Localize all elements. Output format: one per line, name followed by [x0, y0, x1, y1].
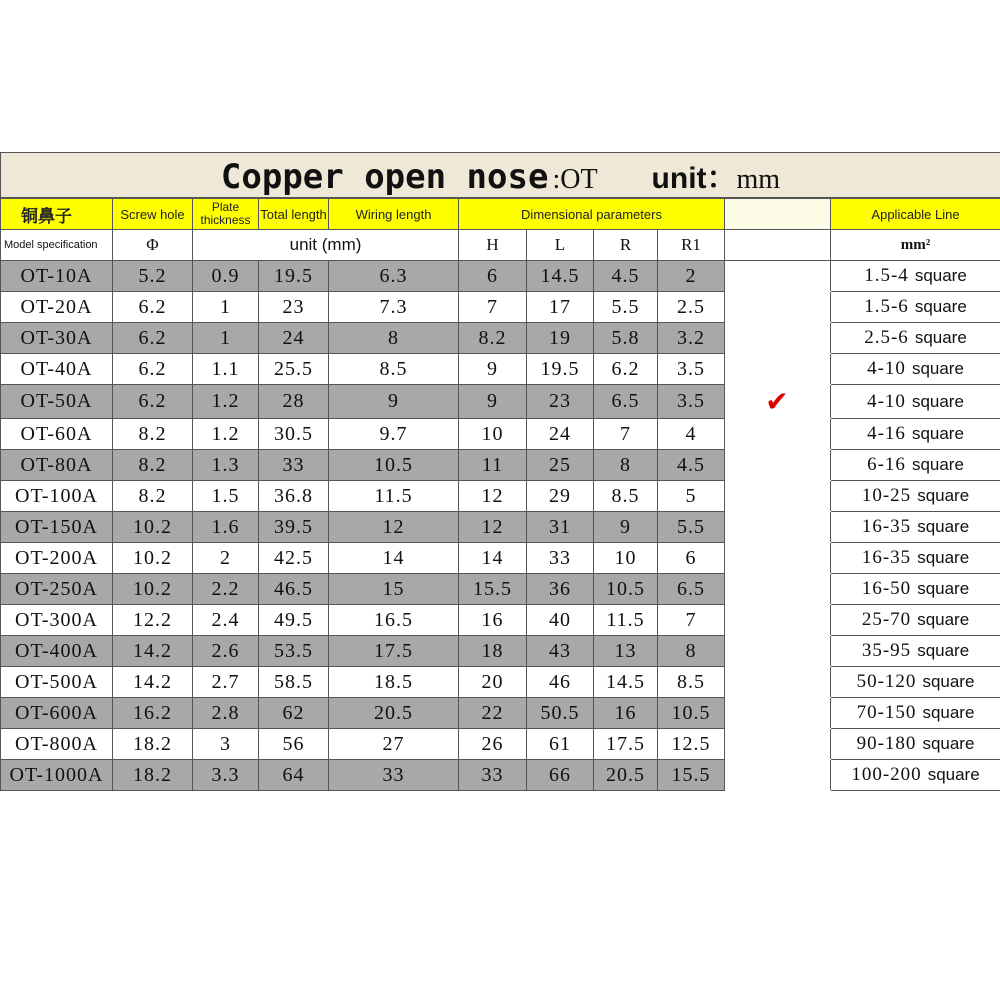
header-blank	[725, 198, 831, 230]
subheader-row	[1, 230, 1000, 261]
applicable-unit: square	[927, 765, 980, 784]
cell-wiring: 8.5	[329, 354, 459, 385]
cell-model: OT-1000A	[1, 760, 113, 791]
cell-mark	[725, 636, 831, 667]
cell-applicable-line	[831, 543, 1000, 574]
cell-r: 5.5	[594, 292, 658, 323]
cell-total: 49.5	[259, 605, 329, 636]
cell-hole: 6.2	[113, 354, 193, 385]
applicable-unit: square	[917, 548, 970, 567]
cell-hole: 8.2	[113, 419, 193, 450]
cell-plate: 2.7	[193, 667, 259, 698]
applicable-range: 2.5-6	[864, 327, 909, 348]
subheader-phi: Φ	[113, 230, 193, 261]
subheader-l: L	[527, 230, 594, 261]
cell-model: OT-150A	[1, 512, 113, 543]
cell-model: OT-80A	[1, 450, 113, 481]
table-row	[1, 450, 1000, 481]
cell-applicable-line	[831, 667, 1000, 698]
applicable-range: 10-25	[861, 485, 912, 506]
cell-total: 24	[259, 323, 329, 354]
table-row	[1, 323, 1000, 354]
cell-l: 40	[527, 605, 594, 636]
cell-hole: 8.2	[113, 481, 193, 512]
cell-h: 6	[459, 261, 527, 292]
header-screw-hole: Screw hole	[113, 198, 193, 230]
header-row	[1, 198, 1000, 230]
subheader-r1: R1	[658, 230, 725, 261]
cell-l: 50.5	[527, 698, 594, 729]
header-plate-thickness	[193, 198, 259, 230]
cell-applicable-line	[831, 481, 1000, 512]
cell-plate: 1.2	[193, 385, 259, 419]
applicable-unit: square	[914, 328, 967, 347]
cell-l: 19.5	[527, 354, 594, 385]
cell-mark	[725, 729, 831, 760]
applicable-unit: square	[917, 641, 970, 660]
cell-hole: 14.2	[113, 636, 193, 667]
cell-model: OT-500A	[1, 667, 113, 698]
cell-plate: 2.2	[193, 574, 259, 605]
cell-r: 8.5	[594, 481, 658, 512]
cell-model: OT-30A	[1, 323, 113, 354]
cell-l: 19	[527, 323, 594, 354]
cell-applicable-line	[831, 385, 1000, 419]
cell-h: 7	[459, 292, 527, 323]
cell-wiring: 14	[329, 543, 459, 574]
cell-r1: 2	[658, 261, 725, 292]
cell-l: 36	[527, 574, 594, 605]
applicable-range: 70-150	[856, 702, 917, 723]
cell-r: 14.5	[594, 667, 658, 698]
cell-l: 23	[527, 385, 594, 419]
applicable-range: 4-10	[867, 390, 906, 412]
cell-mark	[725, 760, 831, 791]
cell-applicable-line	[831, 729, 1000, 760]
cell-total: 28	[259, 385, 329, 419]
cell-applicable-line	[831, 354, 1000, 385]
table-title	[1, 153, 1000, 199]
cell-l: 25	[527, 450, 594, 481]
cell-wiring: 20.5	[329, 698, 459, 729]
applicable-unit: square	[914, 297, 967, 316]
cell-total: 62	[259, 698, 329, 729]
cell-hole: 14.2	[113, 667, 193, 698]
cell-l: 14.5	[527, 261, 594, 292]
cell-mark	[725, 698, 831, 729]
cell-r1: 2.5	[658, 292, 725, 323]
spec-table-sheet	[0, 152, 1000, 791]
cell-r: 6.5	[594, 385, 658, 419]
cell-wiring: 8	[329, 323, 459, 354]
cell-total: 25.5	[259, 354, 329, 385]
cell-applicable-line	[831, 636, 1000, 667]
cell-r1: 8.5	[658, 667, 725, 698]
cell-total: 64	[259, 760, 329, 791]
cell-applicable-line	[831, 605, 1000, 636]
cell-wiring: 9	[329, 385, 459, 419]
title-code: OT	[560, 164, 598, 195]
cell-model: OT-50A	[1, 385, 113, 419]
cell-total: 42.5	[259, 543, 329, 574]
cell-mark	[725, 481, 831, 512]
cell-h: 9	[459, 385, 527, 419]
cell-plate: 1.6	[193, 512, 259, 543]
cell-mark	[725, 323, 831, 354]
cell-total: 33	[259, 450, 329, 481]
cell-model: OT-100A	[1, 481, 113, 512]
cell-h: 11	[459, 450, 527, 481]
cell-plate: 3	[193, 729, 259, 760]
table-row	[1, 543, 1000, 574]
cell-r: 13	[594, 636, 658, 667]
applicable-range: 1.5-4	[864, 265, 909, 286]
cell-total: 36.8	[259, 481, 329, 512]
cell-wiring: 7.3	[329, 292, 459, 323]
cell-hole: 10.2	[113, 543, 193, 574]
subheader-h: H	[459, 230, 527, 261]
cell-plate: 1.3	[193, 450, 259, 481]
cell-total: 23	[259, 292, 329, 323]
cell-wiring: 16.5	[329, 605, 459, 636]
cell-total: 53.5	[259, 636, 329, 667]
cell-r: 4.5	[594, 261, 658, 292]
cell-h: 20	[459, 667, 527, 698]
cell-applicable-line	[831, 261, 1000, 292]
subheader-model: Model specification	[1, 230, 113, 261]
cell-applicable-line	[831, 512, 1000, 543]
applicable-unit: square	[911, 359, 964, 378]
applicable-range: 1.5-6	[864, 296, 909, 317]
cell-h: 26	[459, 729, 527, 760]
table-row	[1, 481, 1000, 512]
table-row	[1, 698, 1000, 729]
cell-plate: 1	[193, 292, 259, 323]
applicable-unit: square	[922, 703, 975, 722]
table-row	[1, 729, 1000, 760]
cell-l: 43	[527, 636, 594, 667]
applicable-unit: square	[911, 391, 964, 411]
cell-l: 29	[527, 481, 594, 512]
subheader-unit: unit (mm)	[193, 230, 459, 261]
cell-model: OT-250A	[1, 574, 113, 605]
applicable-range: 4-10	[867, 358, 906, 379]
cell-r: 10	[594, 543, 658, 574]
applicable-range: 100-200	[851, 764, 922, 785]
cell-l: 33	[527, 543, 594, 574]
cell-model: OT-800A	[1, 729, 113, 760]
cell-h: 16	[459, 605, 527, 636]
cell-r1: 8	[658, 636, 725, 667]
applicable-unit: square	[917, 517, 970, 536]
title-main: Copper open nose	[220, 157, 549, 197]
cell-plate: 1.1	[193, 354, 259, 385]
cell-h: 8.2	[459, 323, 527, 354]
cell-applicable-line	[831, 760, 1000, 791]
applicable-unit: square	[914, 266, 967, 285]
cell-wiring: 15	[329, 574, 459, 605]
cell-hole: 12.2	[113, 605, 193, 636]
applicable-range: 4-16	[867, 423, 906, 444]
header-plate-line2: thickness	[200, 213, 251, 227]
cell-h: 33	[459, 760, 527, 791]
applicable-range: 16-35	[861, 547, 912, 568]
cell-r1: 3.5	[658, 385, 725, 419]
table-row	[1, 512, 1000, 543]
cell-r: 16	[594, 698, 658, 729]
cell-hole: 18.2	[113, 760, 193, 791]
applicable-range: 35-95	[861, 640, 912, 661]
cell-r: 10.5	[594, 574, 658, 605]
cell-total: 58.5	[259, 667, 329, 698]
cell-applicable-line	[831, 323, 1000, 354]
cell-h: 12	[459, 512, 527, 543]
table-row	[1, 605, 1000, 636]
cell-wiring: 12	[329, 512, 459, 543]
cell-h: 15.5	[459, 574, 527, 605]
cell-plate: 0.9	[193, 261, 259, 292]
cell-hole: 6.2	[113, 385, 193, 419]
cell-mark	[725, 667, 831, 698]
cell-applicable-line	[831, 419, 1000, 450]
cell-mark	[725, 261, 831, 292]
cell-hole: 16.2	[113, 698, 193, 729]
cell-model: OT-300A	[1, 605, 113, 636]
cell-l: 46	[527, 667, 594, 698]
table-body	[1, 261, 1000, 791]
cell-h: 9	[459, 354, 527, 385]
applicable-unit: square	[911, 424, 964, 443]
cell-plate: 3.3	[193, 760, 259, 791]
cell-model: OT-600A	[1, 698, 113, 729]
cell-h: 22	[459, 698, 527, 729]
cell-plate: 2.6	[193, 636, 259, 667]
cell-r: 17.5	[594, 729, 658, 760]
title-separator: :	[552, 164, 561, 195]
cell-wiring: 10.5	[329, 450, 459, 481]
cell-l: 24	[527, 419, 594, 450]
table-row	[1, 667, 1000, 698]
cell-applicable-line	[831, 574, 1000, 605]
subheader-mm2: mm²	[831, 230, 1000, 261]
cell-r1: 15.5	[658, 760, 725, 791]
cell-hole: 10.2	[113, 574, 193, 605]
cell-plate: 1	[193, 323, 259, 354]
cell-mark	[725, 354, 831, 385]
table-row	[1, 261, 1000, 292]
applicable-range: 50-120	[856, 671, 917, 692]
header-dimensional: Dimensional parameters	[459, 198, 725, 230]
cell-wiring: 9.7	[329, 419, 459, 450]
spec-table	[0, 152, 1000, 791]
header-wiring-length: Wiring length	[329, 198, 459, 230]
cell-l: 31	[527, 512, 594, 543]
cell-total: 30.5	[259, 419, 329, 450]
applicable-range: 16-35	[861, 516, 912, 537]
cell-h: 12	[459, 481, 527, 512]
cell-hole: 8.2	[113, 450, 193, 481]
table-row	[1, 385, 1000, 419]
cell-l: 17	[527, 292, 594, 323]
cell-model: OT-200A	[1, 543, 113, 574]
cell-h: 14	[459, 543, 527, 574]
cell-plate: 2	[193, 543, 259, 574]
cell-mark	[725, 292, 831, 323]
cell-mark	[725, 605, 831, 636]
cell-wiring: 27	[329, 729, 459, 760]
cell-r1: 5.5	[658, 512, 725, 543]
cell-r1: 5	[658, 481, 725, 512]
applicable-unit: square	[911, 455, 964, 474]
cell-hole: 10.2	[113, 512, 193, 543]
cell-hole: 18.2	[113, 729, 193, 760]
cell-h: 10	[459, 419, 527, 450]
cell-model: OT-400A	[1, 636, 113, 667]
cell-total: 39.5	[259, 512, 329, 543]
applicable-range: 90-180	[856, 733, 917, 754]
cell-mark	[725, 512, 831, 543]
applicable-range: 16-50	[861, 578, 912, 599]
cell-r1: 6	[658, 543, 725, 574]
cell-r: 6.2	[594, 354, 658, 385]
applicable-unit: square	[917, 610, 970, 629]
cell-r: 7	[594, 419, 658, 450]
applicable-unit: square	[922, 734, 975, 753]
cell-applicable-line	[831, 698, 1000, 729]
subheader-blank	[725, 230, 831, 261]
cell-r1: 3.5	[658, 354, 725, 385]
cell-wiring: 17.5	[329, 636, 459, 667]
check-icon: ✔	[765, 385, 790, 418]
cell-plate: 2.8	[193, 698, 259, 729]
cell-mark	[725, 419, 831, 450]
title-unit-value: mm	[736, 164, 781, 195]
cell-r1: 4	[658, 419, 725, 450]
table-row	[1, 760, 1000, 791]
cell-r1: 6.5	[658, 574, 725, 605]
cell-h: 18	[459, 636, 527, 667]
cell-wiring: 6.3	[329, 261, 459, 292]
cell-l: 66	[527, 760, 594, 791]
subheader-r: R	[594, 230, 658, 261]
applicable-range: 25-70	[861, 609, 912, 630]
header-total-length: Total length	[259, 198, 329, 230]
cell-model: OT-20A	[1, 292, 113, 323]
cell-plate: 2.4	[193, 605, 259, 636]
cell-r: 8	[594, 450, 658, 481]
cell-r1: 7	[658, 605, 725, 636]
cell-mark	[725, 574, 831, 605]
cell-plate: 1.2	[193, 419, 259, 450]
cell-r1: 4.5	[658, 450, 725, 481]
cell-model: OT-10A	[1, 261, 113, 292]
header-plate-line1: Plate	[211, 200, 240, 214]
cell-wiring: 11.5	[329, 481, 459, 512]
cell-r1: 12.5	[658, 729, 725, 760]
cell-mark	[725, 385, 831, 419]
applicable-range: 6-16	[867, 454, 906, 475]
cell-r: 5.8	[594, 323, 658, 354]
applicable-unit: square	[917, 486, 970, 505]
cell-total: 46.5	[259, 574, 329, 605]
title-unit-label: unit：	[651, 162, 737, 195]
cell-r1: 10.5	[658, 698, 725, 729]
cell-total: 56	[259, 729, 329, 760]
applicable-unit: square	[922, 672, 975, 691]
cell-hole: 5.2	[113, 261, 193, 292]
cell-wiring: 33	[329, 760, 459, 791]
header-cn-name: 铜鼻子	[1, 198, 113, 230]
table-row	[1, 574, 1000, 605]
cell-r: 20.5	[594, 760, 658, 791]
table-row	[1, 354, 1000, 385]
cell-wiring: 18.5	[329, 667, 459, 698]
header-applicable-line: Applicable Line	[831, 198, 1000, 230]
cell-r: 11.5	[594, 605, 658, 636]
cell-model: OT-60A	[1, 419, 113, 450]
cell-hole: 6.2	[113, 323, 193, 354]
cell-plate: 1.5	[193, 481, 259, 512]
cell-r: 9	[594, 512, 658, 543]
cell-l: 61	[527, 729, 594, 760]
cell-r1: 3.2	[658, 323, 725, 354]
applicable-unit: square	[917, 579, 970, 598]
cell-applicable-line	[831, 292, 1000, 323]
cell-total: 19.5	[259, 261, 329, 292]
cell-hole: 6.2	[113, 292, 193, 323]
cell-model: OT-40A	[1, 354, 113, 385]
table-row	[1, 636, 1000, 667]
cell-applicable-line	[831, 450, 1000, 481]
table-row	[1, 419, 1000, 450]
cell-mark	[725, 450, 831, 481]
cell-mark	[725, 543, 831, 574]
table-row	[1, 292, 1000, 323]
